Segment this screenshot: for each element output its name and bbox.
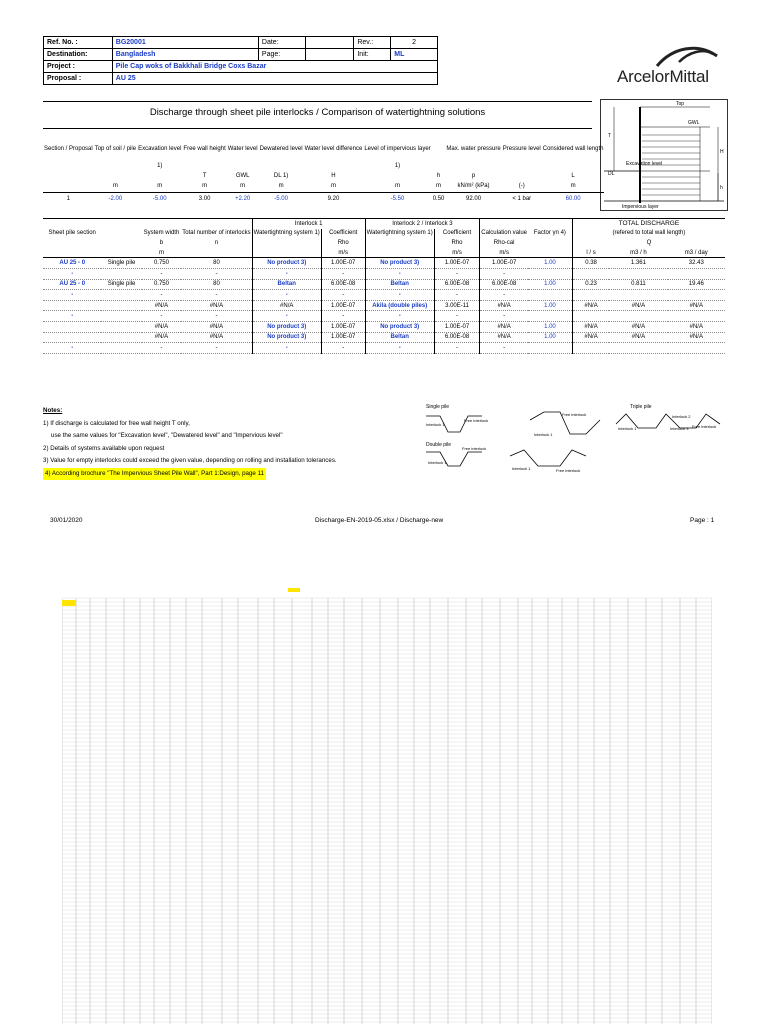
table-cell: - — [142, 268, 182, 279]
table-cell: - — [434, 311, 480, 322]
total-sub-header: (refered to total wall length) — [572, 229, 725, 239]
table-cell: #N/A — [668, 321, 725, 332]
interlock3-label: Interlock 3 — [670, 426, 689, 431]
table-cell: - — [365, 268, 434, 279]
footnote-mark — [259, 161, 304, 170]
systems-table — [43, 218, 725, 354]
interlock-sketches — [420, 402, 728, 478]
document-title: Discharge through sheet pile interlocks / Comparison of watertightning solutions — [149, 107, 486, 118]
diagram-t-label: T — [608, 133, 612, 139]
col-header: Sheet pile section — [48, 230, 96, 237]
col-header: Excavation level — [138, 146, 182, 152]
note-4: 4) According brochure "The Impervious Sheet Pile Wall", Part 1:Design, page 11 — [43, 468, 266, 481]
table-cell: - — [365, 343, 434, 354]
symbol-cell: T — [202, 172, 207, 179]
table-row — [43, 279, 725, 290]
col-header: Level of impervious layer — [364, 146, 431, 152]
table-row — [43, 258, 725, 269]
unit-cell: m/s — [480, 248, 528, 258]
table-cell — [572, 290, 609, 301]
logo-text: ArcelorMittal — [617, 67, 709, 86]
symbol-cell: Rho-cal — [480, 238, 528, 248]
table-cell — [101, 343, 141, 354]
sheet-pile-wall-diagram — [600, 99, 728, 211]
table-cell: No product 3) — [365, 258, 434, 269]
interlock1-header: Interlock 1 — [252, 219, 365, 229]
total-discharge-header: TOTAL DISCHARGE — [572, 219, 725, 229]
table-cell: Single pile — [101, 258, 141, 269]
table-cell: Single pile — [101, 279, 141, 290]
note-1b: use the same values for "Excavation level", "Dewatered level" and "Impervious level" — [51, 432, 283, 439]
table-cell: - — [434, 268, 480, 279]
footnote-mark — [182, 161, 226, 170]
init-label: Init: — [354, 49, 391, 61]
table-row — [43, 332, 725, 343]
param-value: 92.00 — [466, 196, 482, 203]
param-value: -2.00 — [108, 196, 123, 203]
table-cell — [572, 268, 609, 279]
col-header: Watertightning system 1) — [253, 230, 320, 237]
proposal-value: AU 25 — [112, 73, 437, 85]
table-cell: - — [252, 290, 321, 301]
page-value — [305, 49, 354, 61]
diagram-top-label: Top — [676, 101, 685, 107]
col-header: Free wall height — [183, 146, 226, 152]
table-cell: 1.00 — [528, 332, 572, 343]
unit-cell — [43, 181, 94, 192]
table-cell: #N/A — [480, 300, 528, 311]
free-interlock-label: Free interlock — [556, 468, 581, 473]
table-cell: 1.00E-07 — [321, 321, 365, 332]
single-pile-label: Single pile — [426, 404, 450, 410]
table-cell — [609, 290, 667, 301]
table-cell: - — [365, 290, 434, 301]
col-header: Factor γn 4) — [533, 230, 566, 237]
symbol-cell: L — [571, 172, 575, 179]
symbol-cell — [43, 170, 94, 181]
triple-pile-label: Triple pile — [630, 404, 652, 410]
table-row — [43, 300, 725, 311]
free-interlock-label: Free interlock — [562, 412, 587, 417]
diagram-gwl-label: GWL — [688, 120, 700, 126]
table-cell — [101, 311, 141, 322]
param-value: 0.50 — [432, 196, 445, 203]
notes-heading: Notes: — [43, 407, 63, 414]
table-cell: 3.00E-11 — [434, 300, 480, 311]
footnote-mark — [542, 161, 605, 170]
table-cell: 0.23 — [572, 279, 609, 290]
unit-cell: m — [182, 181, 226, 192]
table-cell — [668, 268, 725, 279]
interlock1-label: Interlock 1 — [512, 466, 531, 471]
table-cell — [528, 268, 572, 279]
footnote-mark: 1) — [157, 162, 163, 169]
header-info-table — [43, 36, 438, 85]
table-cell: 0.750 — [142, 258, 182, 269]
footnote-mark — [94, 161, 137, 170]
table-cell: #N/A — [142, 321, 182, 332]
col-header: Watertightning system 1) — [366, 230, 433, 237]
unit-cell: m — [304, 181, 364, 192]
table-cell: 6.00E-08 — [321, 279, 365, 290]
table-cell: 0.750 — [142, 279, 182, 290]
unit-cell: kN/m² (kPa) — [445, 181, 501, 192]
init-value: ML — [391, 49, 438, 61]
table-cell — [668, 343, 725, 354]
table-cell — [609, 343, 667, 354]
unit-cell: m3 / day — [668, 248, 725, 258]
table-cell: #N/A — [668, 300, 725, 311]
ref-label: Ref. No. : — [44, 37, 113, 49]
symbol-cell: DL 1) — [273, 172, 289, 179]
param-value: < 1 bar — [512, 196, 532, 203]
destination-label: Destination: — [44, 49, 113, 61]
table-cell: - — [321, 343, 365, 354]
table-cell: 6.00E-08 — [434, 332, 480, 343]
diagram-h-label: H — [720, 149, 724, 155]
date-label: Date: — [258, 37, 305, 49]
col-header: Top of soil / pile — [94, 146, 137, 152]
interlock1-label: Interlock 1 — [534, 432, 553, 437]
param-value: +2.20 — [235, 196, 251, 203]
parameters-table — [43, 137, 604, 206]
col-header: Total number of interlocks — [182, 230, 251, 237]
project-value: Pile Cap woks of Bakkhali Bridge Coxs Bazar — [112, 61, 437, 73]
table-cell — [528, 343, 572, 354]
table-cell: 80 — [181, 258, 252, 269]
table-cell — [43, 332, 101, 343]
table-cell: #N/A — [181, 321, 252, 332]
symbol-cell: Rho — [321, 238, 365, 248]
unit-cell: (-) — [502, 181, 542, 192]
col-header: Water level difference — [304, 146, 363, 152]
table-cell: #N/A — [480, 321, 528, 332]
ref-value: BG20001 — [112, 37, 258, 49]
table-row — [43, 311, 725, 322]
table-cell: 1.00 — [528, 279, 572, 290]
table-cell: Beltan — [365, 332, 434, 343]
table-cell: #N/A — [142, 300, 182, 311]
table-cell: AU 25 - 0 — [43, 258, 101, 269]
table-cell: 1.00 — [528, 300, 572, 311]
unit-cell: m — [227, 181, 259, 192]
unit-cell: m — [94, 181, 137, 192]
footer-date: 30/01/2020 — [50, 517, 83, 524]
table-cell: - — [43, 268, 101, 279]
symbol-cell — [94, 170, 137, 181]
table-cell: AU 25 - 0 — [43, 279, 101, 290]
symbol-cell: h — [436, 172, 441, 179]
unit-cell: m — [542, 181, 605, 192]
spreadsheet-thumbnail-image — [62, 578, 712, 1024]
footnote-mark: 1) — [394, 162, 401, 169]
table-cell: - — [365, 311, 434, 322]
table-cell — [101, 290, 141, 301]
table-cell — [668, 311, 725, 322]
symbol-cell: Q — [572, 238, 725, 248]
table-cell: - — [43, 311, 101, 322]
table-cell: 1.00E-07 — [321, 300, 365, 311]
note-3: 3) Value for empty interlocks could exceed the given value, depending on rolling and installation tolerances. — [43, 457, 337, 464]
table-cell: #N/A — [609, 321, 667, 332]
table-row — [43, 290, 725, 301]
table-row — [43, 321, 725, 332]
destination-value: Bangladesh — [112, 49, 258, 61]
table-cell — [101, 321, 141, 332]
table-cell — [609, 268, 667, 279]
table-cell — [43, 300, 101, 311]
table-cell: - — [321, 268, 365, 279]
unit-cell: m — [363, 181, 431, 192]
table-cell: - — [252, 268, 321, 279]
table-cell: - — [181, 343, 252, 354]
table-cell: - — [480, 268, 528, 279]
col-header: Section / Proposal — [44, 146, 93, 152]
param-value: -5.00 — [274, 196, 288, 203]
table-cell — [43, 321, 101, 332]
page-label: Page: — [258, 49, 305, 61]
free-interlock-label: Free interlock — [462, 446, 487, 451]
interlock2-label: Interlock 2 — [672, 414, 691, 419]
table-cell: #N/A — [181, 300, 252, 311]
param-value: -5.50 — [390, 196, 405, 203]
table-cell — [572, 343, 609, 354]
table-cell — [609, 311, 667, 322]
table-cell: - — [480, 311, 528, 322]
table-cell: - — [43, 343, 101, 354]
footnote-mark — [227, 161, 259, 170]
footer-filename: Discharge-EN-2019-05.xlsx / Discharge-new — [315, 517, 444, 524]
param-value: 1 — [66, 196, 71, 203]
project-label: Project : — [44, 61, 113, 73]
table-cell — [101, 300, 141, 311]
footnote-mark — [304, 161, 364, 170]
symbol-cell: b — [159, 239, 164, 246]
diagram-dl-label: DL — [608, 171, 615, 177]
interlock1-label: Interlock 1 — [426, 422, 445, 427]
param-value: 60.00 — [565, 196, 581, 203]
table-cell: - — [181, 268, 252, 279]
footnote-mark — [432, 161, 446, 170]
col-header: Pressure level — [502, 146, 541, 152]
table-cell: #N/A — [142, 332, 182, 343]
table-cell — [528, 311, 572, 322]
table-cell: - — [480, 290, 528, 301]
table-cell: #N/A — [252, 300, 321, 311]
date-value — [305, 37, 354, 49]
col-header: Calculation value — [481, 230, 527, 237]
table-cell: - — [142, 290, 182, 301]
table-cell: 1.361 — [609, 258, 667, 269]
unit-cell: m — [137, 181, 182, 192]
unit-cell: l / s — [572, 248, 609, 258]
unit-cell: m/s — [434, 248, 480, 258]
table-cell: #N/A — [572, 332, 609, 343]
symbol-cell — [363, 170, 431, 181]
title-divider-top — [43, 101, 592, 102]
table-cell: No product 3) — [252, 332, 321, 343]
table-cell: - — [321, 290, 365, 301]
col-header: Dewatered level — [259, 146, 303, 152]
symbol-cell — [502, 170, 542, 181]
table-cell: - — [434, 343, 480, 354]
symbol-cell: Rho — [434, 238, 480, 248]
table-cell: #N/A — [181, 332, 252, 343]
free-interlock-label: Free interlock — [692, 424, 717, 429]
diagram-h-lower-label: h — [720, 185, 723, 191]
free-interlock-label: Free interlock — [464, 418, 489, 423]
table-cell: #N/A — [668, 332, 725, 343]
table-cell: - — [252, 311, 321, 322]
symbol-cell: GWL — [235, 172, 250, 179]
col-header: Coefficient — [434, 229, 480, 239]
table-cell — [528, 290, 572, 301]
table-cell: - — [181, 290, 252, 301]
table-cell: 1.00E-07 — [434, 321, 480, 332]
table-cell: - — [142, 311, 182, 322]
table-cell: 0.811 — [609, 279, 667, 290]
table-cell: 0.38 — [572, 258, 609, 269]
param-value: 9.20 — [327, 196, 340, 203]
proposal-label: Proposal : — [44, 73, 113, 85]
table-cell: #N/A — [572, 300, 609, 311]
title-divider-bottom — [43, 128, 592, 129]
table-cell: - — [321, 311, 365, 322]
table-cell: - — [480, 343, 528, 354]
col-header: Water level — [227, 146, 258, 152]
col-header: System width — [143, 230, 180, 237]
interlock1-label: Interlock 1 — [618, 426, 637, 431]
table-cell: - — [142, 343, 182, 354]
table-cell: 6.00E-08 — [434, 279, 480, 290]
table-cell: - — [43, 290, 101, 301]
double-pile-label: Double pile — [426, 442, 452, 448]
table-cell: 1.00E-07 — [434, 258, 480, 269]
unit-cell: m — [432, 181, 446, 192]
table-cell: #N/A — [480, 332, 528, 343]
note-1a: 1) If discharge is calculated for free wall height T only, — [43, 419, 190, 427]
table-cell: 80 — [181, 279, 252, 290]
unit-cell: m/s — [321, 248, 365, 258]
table-row — [43, 343, 725, 354]
table-cell: #N/A — [609, 300, 667, 311]
table-cell: Beltan — [252, 279, 321, 290]
interlock2-header: Interlock 2 / Interlock 3 — [365, 219, 480, 229]
table-cell: #N/A — [609, 332, 667, 343]
table-cell: No product 3) — [252, 321, 321, 332]
table-cell: 1.00E-07 — [480, 258, 528, 269]
col-header — [432, 137, 446, 161]
diagram-excavation-label: Excavation level — [626, 161, 663, 167]
table-cell: - — [252, 343, 321, 354]
table-cell — [572, 311, 609, 322]
diagram-impervious-label: Impervious layer — [622, 204, 659, 210]
symbol-cell: n — [214, 239, 219, 246]
unit-cell: m — [142, 248, 182, 258]
table-cell: - — [181, 311, 252, 322]
footer-page-number: Page : 1 — [690, 517, 715, 524]
table-cell: 1.00E-07 — [321, 332, 365, 343]
table-cell: - — [434, 290, 480, 301]
table-cell — [101, 268, 141, 279]
rev-label: Rev.: — [354, 37, 391, 49]
symbol-cell: p — [471, 172, 476, 179]
table-cell: 32.43 — [668, 258, 725, 269]
symbol-cell: H — [331, 172, 336, 179]
col-header: Coefficient — [321, 229, 365, 239]
table-cell — [101, 332, 141, 343]
table-cell: 19.46 — [668, 279, 725, 290]
note-2: 2) Details of systems available upon request — [43, 444, 165, 452]
footnote-mark — [43, 161, 94, 170]
table-cell: 1.00 — [528, 258, 572, 269]
notes-section — [43, 405, 383, 480]
table-cell: #N/A — [572, 321, 609, 332]
table-cell: Akila (double piles) — [365, 300, 434, 311]
footnote-mark — [445, 161, 501, 170]
col-header: Considered wall length — [542, 146, 604, 152]
table-cell: No product 3) — [252, 258, 321, 269]
param-value: 3.00 — [198, 196, 211, 203]
table-cell — [668, 290, 725, 301]
footnote-mark — [502, 161, 542, 170]
interlock1-label: Interlock 1 — [428, 460, 447, 465]
table-cell: 1.00 — [528, 321, 572, 332]
table-row — [43, 268, 725, 279]
table-cell: No product 3) — [365, 321, 434, 332]
table-cell: 6.00E-08 — [480, 279, 528, 290]
table-cell: Beltan — [365, 279, 434, 290]
rev-value: 2 — [391, 37, 438, 49]
symbol-cell — [137, 170, 182, 181]
unit-cell: m3 / h — [609, 248, 667, 258]
col-header: Max. water pressure — [446, 146, 501, 152]
unit-cell: m — [259, 181, 304, 192]
table-cell: 1.00E-07 — [321, 258, 365, 269]
param-value: -5.00 — [152, 196, 167, 203]
